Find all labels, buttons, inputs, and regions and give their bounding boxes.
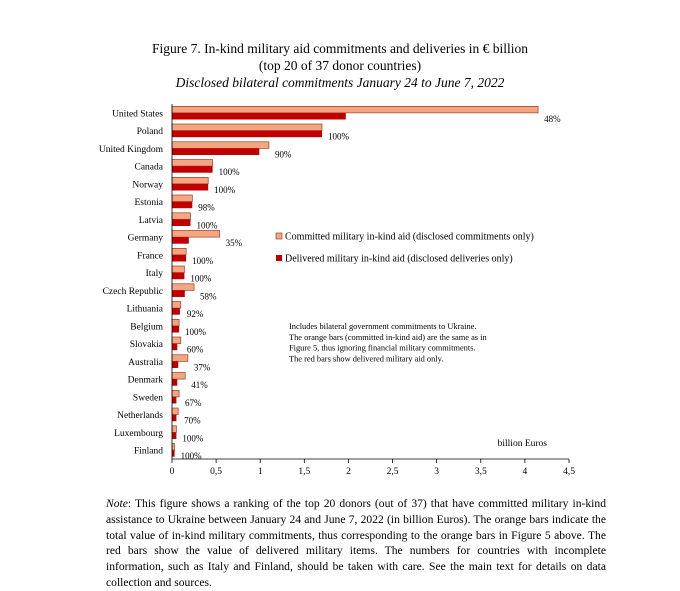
legend-swatch-committed <box>276 233 282 239</box>
delivered-bar <box>172 148 259 155</box>
data-label: 100% <box>190 273 212 284</box>
figure-subtitle: Disclosed bilateral commitments January 24 to June 7, 2022 <box>175 75 505 90</box>
x-tick-label: 4 <box>522 467 528 477</box>
committed-bar <box>172 177 208 184</box>
data-label: 48% <box>544 113 561 124</box>
figure-title: Figure 7. In-kind military aid commitments and deliveries in € billion <box>151 41 529 56</box>
category-label: Slovakia <box>129 340 163 351</box>
data-label: 100% <box>192 255 214 266</box>
note-label: Note <box>106 497 128 510</box>
committed-bar <box>172 284 194 291</box>
category-label: Latvia <box>138 215 163 226</box>
delivered-bar <box>172 344 177 351</box>
x-tick-label: 0 <box>169 467 175 477</box>
x-tick-label: 2 <box>346 467 351 477</box>
data-label: 35% <box>225 238 243 249</box>
delivered-bar <box>172 361 178 368</box>
legend-label-committed: Committed military in-kind aid (disclosed commitments only) <box>285 231 534 243</box>
x-tick-label: 1,5 <box>298 467 311 477</box>
data-label: 100% <box>185 326 207 337</box>
figure-title-line2: (top 20 of 37 donor countries) <box>258 58 422 73</box>
category-label: Netherlands <box>117 411 163 422</box>
unit-label: billion Euros <box>497 439 547 449</box>
data-label: 70% <box>184 415 201 426</box>
category-label: Norway <box>132 180 163 191</box>
category-label: Australia <box>128 357 163 368</box>
committed-bar <box>172 319 179 326</box>
delivered-bar <box>172 273 184 280</box>
delivered-bar <box>172 432 176 439</box>
category-label: United Kingdom <box>98 144 163 155</box>
category-label: Canada <box>134 162 163 173</box>
data-label: 67% <box>185 397 202 408</box>
committed-bar <box>172 213 191 220</box>
committed-bar <box>172 142 269 149</box>
annotation-line: The red bars show delivered military aid only. <box>289 354 444 364</box>
annotation-line: The orange bars (committed in-kind aid) are the same as in <box>289 332 487 342</box>
category-label: Germany <box>127 233 163 244</box>
annotation-line: Includes bilateral government commitments to Ukraine. <box>289 322 477 331</box>
note-text: : This figure shows a ranking of the top 20 donors (out of 37) that have committed military in-kind assistance to Ukraine between January 24 and June 7, 2022 (in billion Euros). The orange bars indicate the total value of in-kind military commitments, thus corresponding to the orange bars in Figure 5 above. The red bars show the value of delivered military items. The numbers for countries with incomplete information, such as Italy and Finland, should be taken with care. See the main text for details on data collection and sources. <box>106 497 606 589</box>
data-label: 60% <box>186 344 204 355</box>
category-label: United States <box>112 109 163 120</box>
x-tick-label: 3 <box>434 467 440 477</box>
delivered-bar <box>172 255 186 262</box>
committed-bar <box>172 355 188 362</box>
data-label: 58% <box>200 291 217 302</box>
x-tick-label: 1 <box>257 467 263 477</box>
x-tick-label: 3,5 <box>474 467 487 477</box>
delivered-bar <box>172 166 213 173</box>
committed-bar <box>172 160 213 167</box>
data-label: 100% <box>327 131 349 142</box>
x-tick-label: 4,5 <box>563 467 575 477</box>
delivered-bar <box>172 379 177 386</box>
delivered-bar <box>172 308 180 315</box>
data-label: 92% <box>186 309 204 320</box>
delivered-bar <box>172 202 192 209</box>
category-label: France <box>137 251 163 262</box>
delivered-bar <box>172 397 176 404</box>
committed-bar <box>172 195 192 202</box>
committed-bar <box>172 302 181 309</box>
category-label: Estonia <box>134 198 163 209</box>
legend-label-delivered: Delivered military in-kind aid (disclosed deliveries only) <box>285 253 513 265</box>
committed-bar <box>172 124 322 131</box>
data-label: 100% <box>180 451 202 462</box>
committed-bar <box>172 266 184 273</box>
data-label: 41% <box>191 380 208 391</box>
category-label: Italy <box>145 269 163 280</box>
category-label: Finland <box>133 446 163 457</box>
data-label: 100% <box>196 220 218 231</box>
committed-bar <box>172 408 178 415</box>
data-label: 100% <box>182 433 204 444</box>
committed-bar <box>172 231 220 238</box>
category-label: Poland <box>136 127 163 138</box>
delivered-bar <box>172 326 179 333</box>
committed-bar <box>172 337 181 344</box>
committed-bar <box>172 390 179 397</box>
category-label: Czech Republic <box>102 286 163 297</box>
committed-bar <box>172 106 538 113</box>
category-label: Sweden <box>132 393 163 404</box>
delivered-bar <box>172 131 322 138</box>
delivered-bar <box>172 415 176 422</box>
delivered-bar <box>172 237 189 244</box>
category-label: Belgium <box>130 322 163 333</box>
category-label: Lithuania <box>126 304 163 315</box>
category-label: Luxembourg <box>114 428 163 439</box>
delivered-bar <box>172 219 191 226</box>
legend-swatch-delivered <box>276 255 282 261</box>
data-label: 90% <box>275 149 292 160</box>
data-label: 98% <box>198 202 215 213</box>
data-label: 100% <box>218 167 240 178</box>
data-label: 100% <box>214 184 236 195</box>
figure-note <box>106 496 606 591</box>
committed-bar <box>172 373 185 380</box>
annotation-line: Figure 5, thus ignoring financial military commitments. <box>289 343 476 353</box>
committed-bar <box>172 426 176 433</box>
x-tick-label: 0,5 <box>210 467 223 477</box>
category-label: Denmark <box>127 375 163 386</box>
data-label: 37% <box>193 362 211 373</box>
delivered-bar <box>172 184 208 191</box>
x-tick-label: 2,5 <box>386 467 399 477</box>
delivered-bar <box>172 290 185 297</box>
delivered-bar <box>172 113 346 120</box>
committed-bar <box>172 248 186 255</box>
